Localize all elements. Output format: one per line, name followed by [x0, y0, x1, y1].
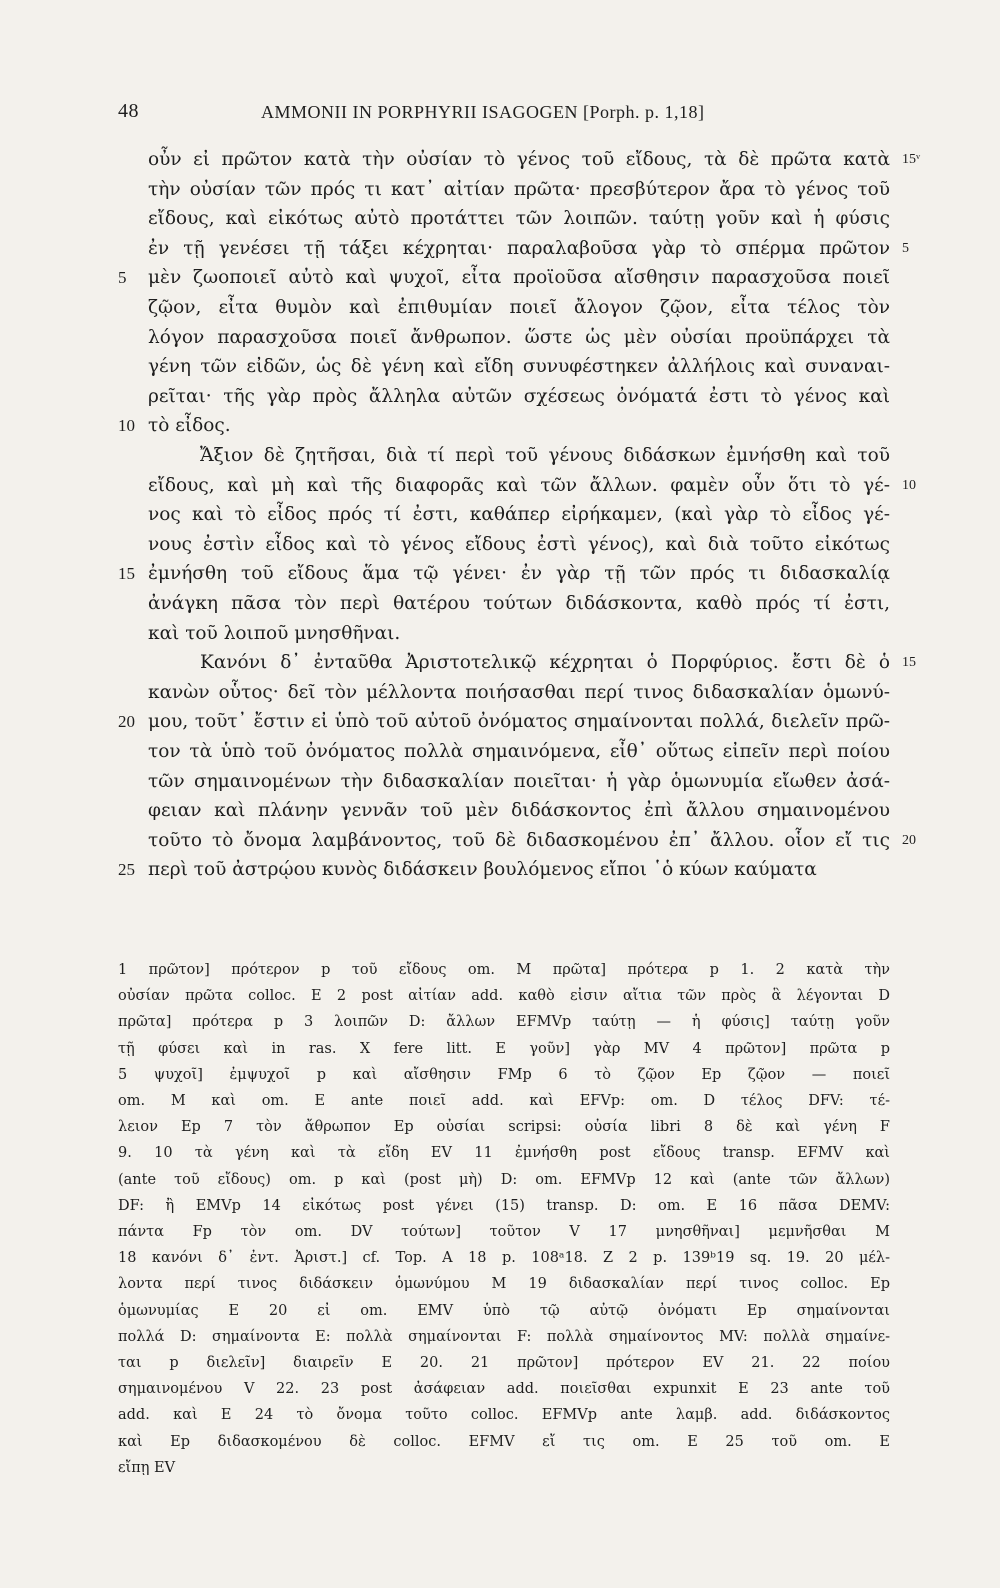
- line-number-left: 10: [118, 416, 135, 435]
- running-title: AMMONII IN PORPHYRII ISAGOGEN [Porph. p. 1,18]: [261, 102, 705, 122]
- text-line: τον τὰ ὑπὸ τοῦ ὀνόματος πολλὰ σημαινόμενα, εἶθ᾽ οὕτως εἰπεῖν περὶ ποίου: [148, 741, 890, 762]
- text-line: ἀνάγκη πᾶσα τὸν περὶ θατέρου τούτων διδάσκοντα, καθὸ πρός τί ἐστι,: [148, 593, 890, 614]
- line-number-left: 20: [118, 712, 135, 731]
- text-line: Κανόνι δ᾽ ἐνταῦθα Ἀριστοτελικῷ κέχρηται ὁ Πορφύριος. ἔστι δὲ ὁ: [200, 652, 890, 673]
- text-line: νος καὶ τὸ εἶδος πρός τί ἐστι, καθάπερ εἰρήκαμεν, (καὶ γὰρ τὸ εἶδος γέ-: [148, 504, 890, 525]
- footnote-line: σημαινομένου V 22. 23 post ἀσάφειαν add. ποιεῖσθαι expunxit E 23 ante τοῦ: [118, 1381, 890, 1397]
- text-line: γένη τῶν εἰδῶν, ὡς δὲ γένη καὶ εἴδη συνυφέστηκεν ἀλλήλοις καὶ συναναι-: [148, 356, 890, 377]
- text-line: ἐν τῇ γενέσει τῇ τάξει κέχρηται· παραλαβοῦσα γὰρ τὸ σπέρμα πρῶτον: [148, 238, 890, 259]
- line-number-left: 5: [118, 268, 127, 287]
- footnote-line: τῇ φύσει καὶ in ras. X fere litt. E γοῦν] γὰρ MV 4 πρῶτον] πρῶτα p: [118, 1041, 890, 1057]
- running-header: [118, 100, 890, 130]
- footnote-line: λειον Ep 7 τὸν ἄθρωπον Ep οὐσίαι scripsi: οὐσία libri 8 δὲ καὶ γένη F: [118, 1119, 890, 1135]
- line-number-right: 15ᵛ: [902, 152, 921, 167]
- footnote-line: DF: ἢ EMVp 14 εἰκότως post γένει (15) transp. D: om. E 16 πᾶσα DEMV:: [118, 1198, 890, 1214]
- footnote-line: ὁμωνυμίας E 20 εἰ om. EMV ὑπὸ τῷ αὐτῷ ὀνόματι Ep σημαίνονται: [118, 1303, 890, 1319]
- footnote-line: οὐσίαν πρῶτα colloc. E 2 post αἰτίαν add. καθὸ εἰσιν αἴτια τῶν πρὸς ἃ λέγονται D: [118, 988, 890, 1004]
- text-line: κανὼν οὗτος· δεῖ τὸν μέλλοντα ποιήσασθαι περί τινος διδασκαλίαν ὁμωνύ-: [148, 682, 890, 703]
- text-line: τοῦτο τὸ ὄνομα λαμβάνοντος, τοῦ δὲ διδασκομένου ἐπ᾽ ἄλλου. οἷον εἴ τις: [148, 830, 890, 851]
- footnote-line: 9. 10 τὰ γένη καὶ τὰ εἴδη EV 11 ἐμνήσθη post εἴδους transp. EFMV καὶ: [118, 1145, 890, 1161]
- text-line: μὲν ζωοποιεῖ αὐτὸ καὶ ψυχοῖ, εἶτα προϊοῦσα αἴσθησιν παρασχοῦσα ποιεῖ: [148, 267, 890, 288]
- footnote-line: ται p διελεῖν] διαιρεῖν E 20. 21 πρῶτον] πρότερον EV 21. 22 ποίου: [118, 1355, 890, 1371]
- footnote-line: καὶ Ep διδασκομένου δὲ colloc. EFMV εἴ τις om. E 25 τοῦ om. E: [118, 1434, 890, 1450]
- text-line: λόγον παρασχοῦσα ποιεῖ ἄνθρωπον. ὥστε ὡς μὲν οὐσίαι προϋπάρχει τὰ: [148, 327, 890, 348]
- footnote-line: πολλά D: σημαίνοντα E: πολλὰ σημαίνονται F: πολλὰ σημαίνοντος MV: πολλὰ σημαίνε-: [118, 1329, 890, 1345]
- text-line: εἴδους, καὶ μὴ καὶ τῆς διαφορᾶς καὶ τῶν ἄλλων. φαμὲν οὖν ὅτι τὸ γέ-: [148, 475, 890, 496]
- line-number-right: 10: [902, 478, 916, 493]
- footnote-line: (ante τοῦ εἴδους) om. p καὶ (post μὴ) D: om. EFMVp 12 καὶ (ante τῶν ἄλλων): [118, 1172, 890, 1188]
- footnote-line: 5 ψυχοῖ] ἐμψυχοῖ p καὶ αἴσθησιν FMp 6 τὸ ζῷον Ep ζῷον — ποιεῖ: [118, 1067, 890, 1083]
- text-line: τὴν οὐσίαν τῶν πρός τι κατ᾽ αἰτίαν πρῶτα· πρεσβύτερον ἄρα τὸ γένος τοῦ: [148, 179, 890, 200]
- footnote-line: πάντα Fp τὸν om. DV τούτων] τοῦτον V 17 μνησθῆναι] μεμνῆσθαι M: [118, 1224, 890, 1240]
- line-number-right: 20: [902, 833, 916, 848]
- text-line: τῶν σημαινομένων τὴν διδασκαλίαν ποιεῖται· ἡ γὰρ ὁμωνυμία εἴωθεν ἀσά-: [148, 771, 890, 792]
- footnote-line: πρῶτα] πρότερα p 3 λοιπῶν D: ἄλλων EFMVp ταύτῃ — ἡ φύσις] ταύτῃ γοῦν: [118, 1014, 890, 1030]
- footnote-line: 18 κανόνι δ᾽ ἐντ. Ἀριστ.] cf. Top. A 18 p. 108ᵃ18. Z 2 p. 139ᵇ19 sq. 19. 20 μέλ-: [118, 1250, 890, 1266]
- text-line: περὶ τοῦ ἀστρῴου κυνὸς διδάσκειν βουλόμενος εἴποι ῾ὁ κύων καύματα: [148, 859, 817, 880]
- line-number-left: 25: [118, 860, 135, 879]
- text-line: οὖν εἰ πρῶτον κατὰ τὴν οὐσίαν τὸ γένος τοῦ εἴδους, τὰ δὲ πρῶτα κατὰ: [148, 149, 890, 170]
- text-line: ρεῖται· τῆς γὰρ πρὸς ἄλληλα αὐτῶν σχέσεως ὀνόματά ἐστι τὸ γένος καὶ: [148, 386, 890, 407]
- footnote-line: 1 πρῶτον] πρότερον p τοῦ εἴδους om. M πρῶτα] πρότερα p 1. 2 κατὰ τὴν: [118, 962, 890, 978]
- footnote-line: add. καὶ E 24 τὸ ὄνομα τοῦτο colloc. EFMVp ante λαμβ. add. διδάσκοντος: [118, 1407, 890, 1423]
- footnote-line: λοντα περί τινος διδάσκειν ὁμωνύμου M 19 διδασκαλίαν περί τινος colloc. Ep: [118, 1276, 890, 1292]
- line-number-right: 5: [902, 241, 909, 256]
- text-line: ἐμνήσθη τοῦ εἴδους ἅμα τῷ γένει· ἐν γὰρ τῇ τῶν πρός τι διδασκαλίᾳ: [148, 563, 890, 584]
- text-line: καὶ τοῦ λοιποῦ μνησθῆναι.: [148, 623, 401, 644]
- page-number: 48: [118, 100, 139, 122]
- footnote-line: εἴπῃ EV: [118, 1460, 176, 1476]
- text-line: Ἄξιον δὲ ζητῆσαι, διὰ τί περὶ τοῦ γένους διδάσκων ἐμνήσθη καὶ τοῦ: [200, 445, 890, 466]
- text-line: τὸ εἶδος.: [148, 415, 231, 436]
- line-number-left: 15: [118, 564, 135, 583]
- line-number-right: 15: [902, 655, 916, 670]
- text-line: εἴδους, καὶ εἰκότως αὐτὸ προτάττει τῶν λοιπῶν. ταύτῃ γοῦν καὶ ἡ φύσις: [148, 208, 890, 229]
- text-line: ζῷον, εἶτα θυμὸν καὶ ἐπιθυμίαν ποιεῖ ἄλογον ζῷον, εἶτα τέλος τὸν: [148, 297, 890, 318]
- text-line: φειαν καὶ πλάνην γεννᾶν τοῦ μὲν διδάσκοντος ἐπὶ ἄλλου σημαινομένου: [148, 800, 890, 821]
- footnote-line: om. M καὶ om. E ante ποιεῖ add. καὶ EFVp: om. D τέλος DFV: τέ-: [118, 1093, 890, 1109]
- text-line: νους ἐστὶν εἶδος καὶ τὸ γένος εἴδους ἐστὶ γένος), καὶ διὰ τοῦτο εἰκότως: [148, 534, 890, 555]
- text-line: μου, τοῦτ᾽ ἔστιν εἰ ὑπὸ τοῦ αὐτοῦ ὀνόματος σημαίνονται πολλά, διελεῖν πρῶ-: [148, 711, 890, 732]
